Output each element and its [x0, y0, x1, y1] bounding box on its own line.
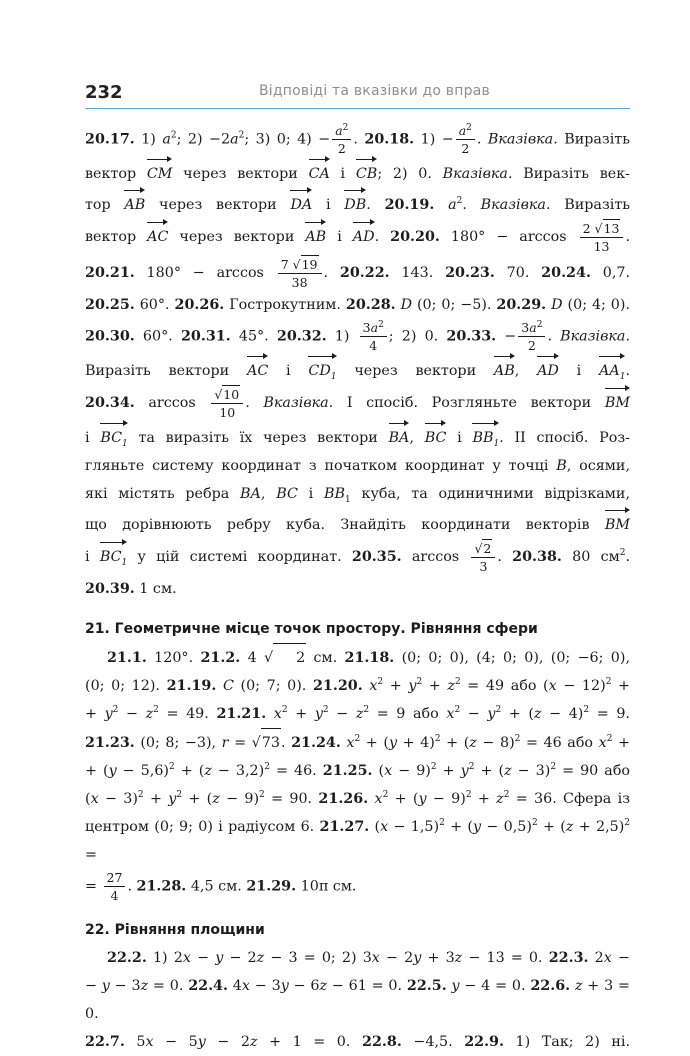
answers-21-line-3: + $y^2 - z^2 = 49$. 21.21. $x^2 + y^2 - z^2 = 9$ або $x^2 - y^2 + (z - 4)^2 = 9$. [85, 705, 630, 722]
answers-20-line-3: тор AB через вектори DA і DB. 20.19. $a^2$. Вказівка. Виразіть [85, 188, 630, 219]
answers-21-line-7: центром (0; 9; 0) і радіусом 6. 21.27. $(x - 1,5)^2 + (y - 0,5)^2 + (z + 2,5)^2$ = [85, 818, 631, 863]
answers-20-line-7: 20.30. 60°. 20.31. 45°. 20.32. 1) $\frac{3a^2}{4}$ ; 2) 0. 20.33. − $\frac{3a^2}{2}$ . Вказівка. [85, 319, 631, 353]
answers-20-line-8: Виразіть вектори AC і $CD_1$ через вектори AB, AD і $AA_1$. [85, 354, 630, 385]
answers-20-line-9: 20.34. arccos $\frac{√10}{10}$ . Вказівка. І спосіб. Розгляньте вектори BM [85, 387, 630, 420]
answers-20-line-5: 20.21. 180° − arccos $\frac{7 √19}{38}$ . 20.22. 143. 20.23. 70. 20.24. 0,7. [85, 257, 631, 290]
answers-20-line-12: які містять ребра BA, BC і $BB_1$ куба, та одиничними відрізками, [85, 486, 630, 505]
page-number: 232 [85, 82, 123, 103]
answers-22-line-2: − y − 3z = 0. 22.4. 4x − 3y − 6z − 61 = 0. 22.5. y − 4 = 0. 22.6. z + 3 = 0. [85, 978, 630, 1022]
answers-20-line-14: і $BC_1$ у цій системі координат. 20.35. arccos $\frac{√2}{3}$ . 20.38. 80 $см^2$. [85, 541, 630, 574]
page-header [85, 80, 630, 109]
running-title: Відповіді та вказівки до вправ [259, 83, 490, 99]
answers-21-line-4: 21.23. (0; 8; −3), r = √73. 21.24. $x^2 + (y + 4)^2 + (z - 8)^2 = 46$ або $x^2$ + [85, 728, 630, 757]
answers-20-line-11: гляньте систему координат з початком координат у точці B, осями, [85, 458, 630, 474]
answers-20-line-10: і $BC_1$ та виразіть їх через вектори BA, BC і $BB_1$. ІІ спосіб. Роз- [85, 421, 630, 452]
answers-content [85, 122, 630, 1056]
answers-21-line-8: = $\frac{27}{4}$ . 21.28. 4,5 см. 21.29. 10π см. [85, 870, 357, 903]
answers-21-line-1: 21.1. 120°. 21.2. 4 √ 2 см. 21.18. (0; 0; 0), (4; 0; 0), (0; −6; 0), [85, 643, 630, 672]
section-22-heading: 22. Рівняння площини [85, 922, 265, 938]
answers-20-line-1: 20.17. 1) $a^2$; $2) -2a^2$; 3) 0; 4) − $\frac{a^2}{2}$ . 20.18. 1) − $\frac{a^2}{2}$ . Вказівка. Виразіть [85, 122, 630, 156]
answers-22-line-3: 22.7. 5x − 5y − 2z + 1 = 0. 22.8. −4,5. 22.9. 1) Так; 2) ні. [85, 1034, 631, 1050]
answers-20-line-2: вектор CM через вектори CA і CB; 2) 0. Вказівка. Виразіть век- [85, 157, 630, 188]
answers-21-line-6: $(x - 3)^2 + y^2 + (z - 9)^2 = 90$. 21.26. $x^2 + (y - 9)^2 + z^2 = 36$. Сфера із [85, 790, 630, 807]
answers-21-line-5: + $(y - 5,6)^2 + (z - 3,2)^2 = 46$. 21.25. $(x - 9)^2 + y^2 + (z - 3)^2 = 90$ або [85, 762, 631, 779]
section-21-heading: 21. Геометричне місце точок простору. Рівняння сфери [85, 621, 538, 637]
answers-21-line-2: (0; 0; 12). 21.19. C (0; 7; 0). 21.20. $x^2 + y^2 + z^2 = 49$ або $(x - 12)^2$ + [85, 677, 631, 694]
answers-22-line-1: 22.2. 1) 2x − y − 2z − 3 = 0; 2) 3x − 2y + 3z − 13 = 0. 22.3. 2x − [107, 950, 630, 966]
answers-20-line-15: 20.39. 1 см. [85, 581, 177, 597]
answers-20-line-4: вектор AC через вектори AB і AD. 20.20. 180° − arccos $\frac{2 √13}{13}$ . [85, 221, 630, 254]
answers-20-line-13: що дорівнюють ребру куба. Знайдіть координати векторів BM [85, 508, 630, 539]
answers-20-line-6: 20.25. 60°. 20.26. Гострокутним. 20.28. D (0; 0; −5). 20.29. D (0; 4; 0). [85, 297, 631, 313]
